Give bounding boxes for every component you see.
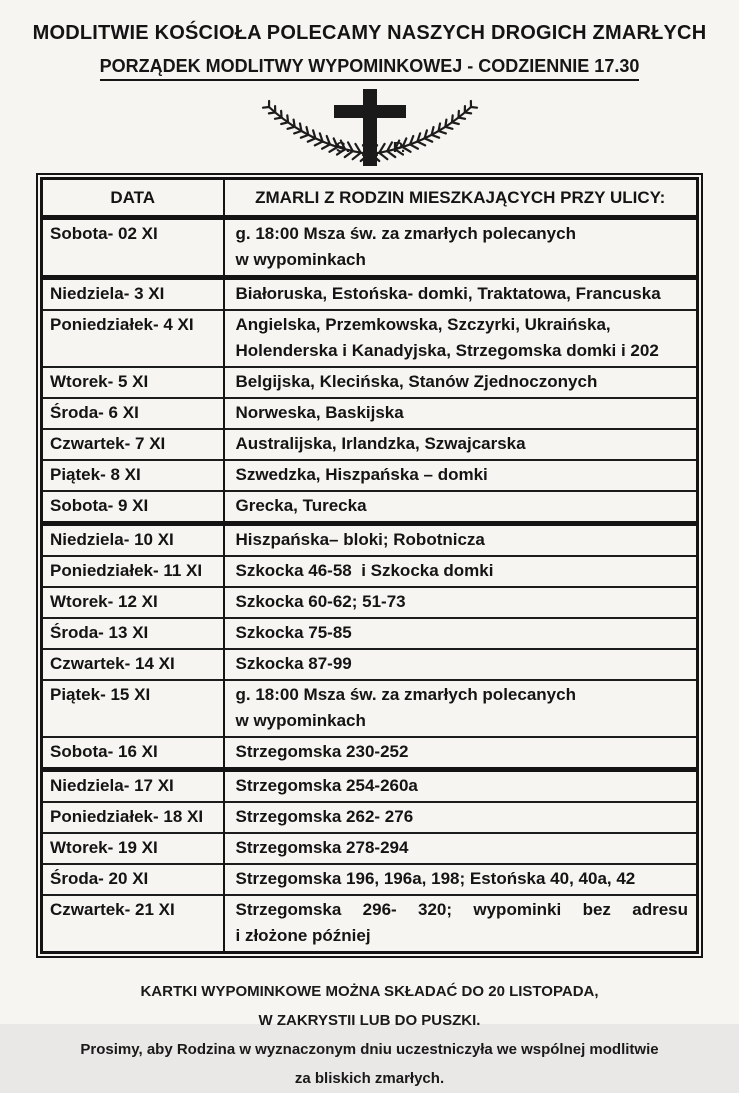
street-line: Szkocka 60-62; 51-73	[236, 589, 689, 615]
streets-cell	[224, 618, 698, 649]
table-row	[42, 278, 698, 311]
streets-cell	[224, 680, 698, 737]
date-cell: Sobota- 16 XI	[42, 737, 224, 770]
street-line: Szkocka 87-99	[236, 651, 689, 677]
date-cell: Sobota- 9 XI	[42, 491, 224, 524]
street-line: g. 18:00 Msza św. za zmarłych polecanych	[236, 682, 689, 708]
streets-cell	[224, 737, 698, 770]
streets-cell	[224, 864, 698, 895]
table-row	[42, 680, 698, 737]
street-line: Szkocka 75-85	[236, 620, 689, 646]
street-line: Grecka, Turecka	[236, 493, 689, 519]
street-line: i złożone później	[236, 923, 689, 949]
table-row	[42, 618, 698, 649]
cross-horizontal-bar	[334, 105, 406, 118]
table-row	[42, 491, 698, 524]
street-line: w wypominkach	[236, 708, 689, 734]
date-cell: Niedziela- 3 XI	[42, 278, 224, 311]
date-cell: Środa- 13 XI	[42, 618, 224, 649]
table-row	[42, 895, 698, 953]
streets-cell	[224, 429, 698, 460]
street-line: Australijska, Irlandzka, Szwajcarska	[236, 431, 689, 457]
table-row	[42, 802, 698, 833]
streets-cell	[224, 310, 698, 367]
schedule-table-container	[40, 177, 699, 954]
date-cell: Czwartek- 21 XI	[42, 895, 224, 953]
street-line: Angielska, Przemkowska, Szczyrki, Ukraińska,	[236, 312, 689, 338]
date-cell: Czwartek- 7 XI	[42, 429, 224, 460]
date-cell: Poniedziałek- 18 XI	[42, 802, 224, 833]
street-line: Strzegomska 230-252	[236, 739, 689, 765]
street-line: Holenderska i Kanadyjska, Strzegomska domki i 202	[236, 338, 689, 364]
date-cell: Środa- 6 XI	[42, 398, 224, 429]
streets-cell	[224, 649, 698, 680]
street-line: Strzegomska 262- 276	[236, 804, 689, 830]
streets-cell	[224, 460, 698, 491]
table-row	[42, 398, 698, 429]
footer-line: za bliskich zmarłych.	[0, 1064, 739, 1093]
street-line: Białoruska, Estońska- domki, Traktatowa, Francuska	[236, 281, 689, 307]
streets-cell	[224, 367, 698, 398]
streets-cell	[224, 833, 698, 864]
street-line: w wypominkach	[236, 247, 689, 273]
table-row	[42, 460, 698, 491]
date-cell: Piątek- 15 XI	[42, 680, 224, 737]
street-line: Strzegomska 254-260a	[236, 773, 689, 799]
table-row	[42, 833, 698, 864]
footer-note	[0, 977, 739, 1093]
streets-cell	[224, 278, 698, 311]
streets-cell	[224, 524, 698, 557]
col-header-streets: ZMARLI Z RODZIN MIESZKAJĄCYCH PRZY ULICY:	[224, 179, 698, 218]
table-row	[42, 367, 698, 398]
date-cell: Niedziela- 17 XI	[42, 770, 224, 803]
street-line: Hiszpańska– bloki; Robotnicza	[236, 527, 689, 553]
memorial-emblem	[0, 89, 739, 167]
date-cell: Poniedziałek- 4 XI	[42, 310, 224, 367]
footer-line: KARTKI WYPOMINKOWE MOŻNA SKŁADAĆ DO 20 LISTOPADA,	[0, 977, 739, 1006]
table-header-row	[42, 179, 698, 218]
table-row	[42, 218, 698, 278]
street-line: Strzegomska 296- 320; wypominki bez adresu	[236, 897, 689, 923]
table-row	[42, 524, 698, 557]
street-line: Strzegomska 278-294	[236, 835, 689, 861]
date-cell: Wtorek- 19 XI	[42, 833, 224, 864]
streets-cell	[224, 398, 698, 429]
date-cell: Wtorek- 12 XI	[42, 587, 224, 618]
table-row	[42, 737, 698, 770]
date-cell: Niedziela- 10 XI	[42, 524, 224, 557]
date-cell: Poniedziałek- 11 XI	[42, 556, 224, 587]
date-cell: Sobota- 02 XI	[42, 218, 224, 278]
table-row	[42, 770, 698, 803]
street-line: Szkocka 46-58 i Szkocka domki	[236, 558, 689, 584]
page-subtitle-text: PORZĄDEK MODLITWY WYPOMINKOWEJ - CODZIENNIE 17.30	[100, 56, 640, 81]
date-cell: Czwartek- 14 XI	[42, 649, 224, 680]
footer-line: W ZAKRYSTII LUB DO PUSZKI.	[0, 1006, 739, 1035]
streets-cell	[224, 895, 698, 953]
table-row	[42, 649, 698, 680]
street-line: g. 18:00 Msza św. za zmarłych polecanych	[236, 221, 689, 247]
date-cell: Środa- 20 XI	[42, 864, 224, 895]
streets-cell	[224, 770, 698, 803]
col-header-date: DATA	[42, 179, 224, 218]
table-row	[42, 864, 698, 895]
emblem-letter-s: S.	[335, 139, 349, 156]
street-line: Szwedzka, Hiszpańska – domki	[236, 462, 689, 488]
cross-with-palm-branches-icon	[257, 89, 483, 167]
table-row	[42, 587, 698, 618]
street-line: Strzegomska 196, 196a, 198; Estońska 40, 40a, 42	[236, 866, 689, 892]
date-cell: Wtorek- 5 XI	[42, 367, 224, 398]
prayer-schedule-table	[40, 177, 699, 954]
page-title: MODLITWIE KOŚCIOŁA POLECAMY NASZYCH DROGICH ZMARŁYCH	[0, 0, 739, 45]
streets-cell	[224, 218, 698, 278]
table-row	[42, 556, 698, 587]
street-line: Belgijska, Klecińska, Stanów Zjednoczonych	[236, 369, 689, 395]
streets-cell	[224, 556, 698, 587]
footer-line: Prosimy, aby Rodzina w wyznaczonym dniu uczestniczyła we wspólnej modlitwie	[0, 1035, 739, 1064]
street-line: Norweska, Baskijska	[236, 400, 689, 426]
page-subtitle	[0, 56, 739, 81]
date-cell: Piątek- 8 XI	[42, 460, 224, 491]
streets-cell	[224, 587, 698, 618]
streets-cell	[224, 491, 698, 524]
streets-cell	[224, 802, 698, 833]
table-row	[42, 429, 698, 460]
table-row	[42, 310, 698, 367]
emblem-letter-p: P.	[392, 139, 404, 156]
